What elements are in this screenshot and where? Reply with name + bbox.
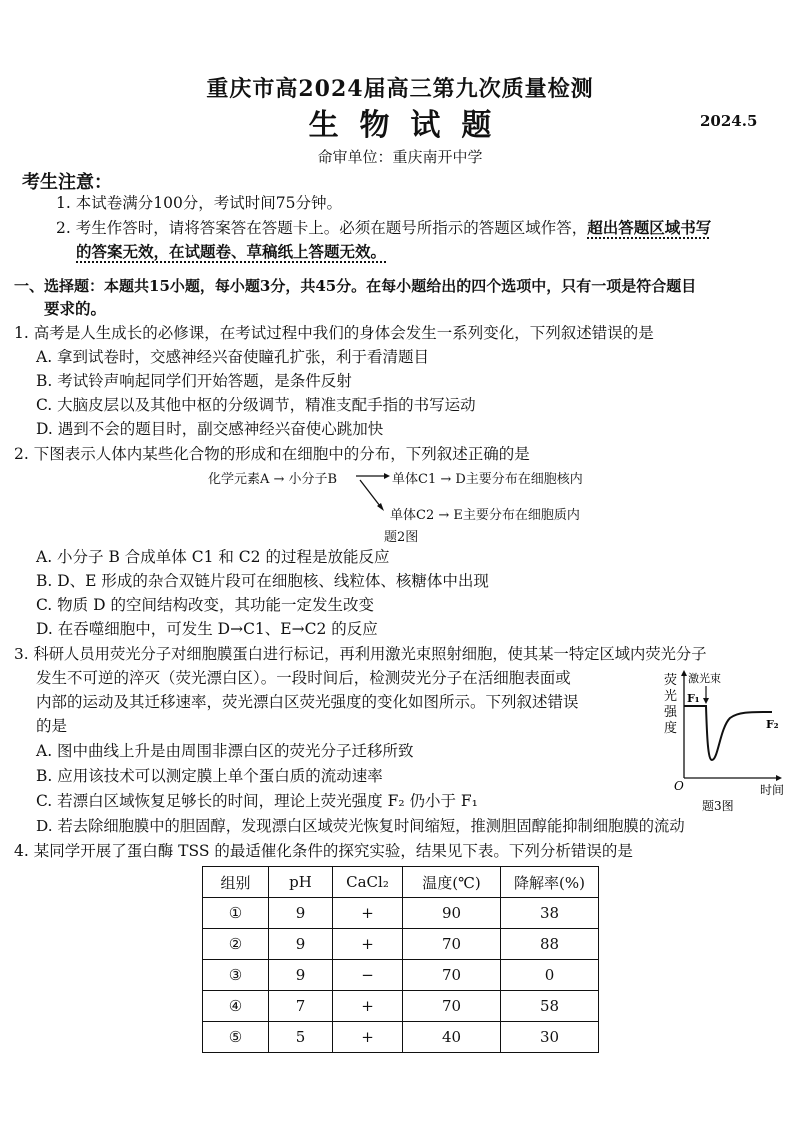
q2-fig-top: 单体C1 → D主要分布在细胞核内 (392, 472, 583, 487)
q2-option-b: B. D、E 形成的杂合双链片段可在细胞核、线粒体、核糖体中出现 (36, 572, 489, 590)
q2-fig-left: 化学元素A → 小分子B (208, 472, 338, 487)
q2-option-a: A. 小分子 B 合成单体 C1 和 C2 的过程是放能反应 (36, 548, 390, 566)
table-cell: ② (203, 929, 269, 960)
q4-stem: 4. 某同学开展了蛋白酶 TSS 的最适催化条件的探究实验，结果见下表。下列分析错误的是 (14, 842, 633, 860)
q3-option-d: D. 若去除细胞膜中的胆固醇，发现漂白区域荧光恢复时间缩短，推测胆固醇能抑制细胞膜的流动 (36, 817, 685, 835)
q3-fig-origin: O (674, 779, 684, 793)
table-cell: 70 (403, 929, 501, 960)
table-cell: 58 (501, 991, 599, 1022)
table-cell: 40 (403, 1022, 501, 1053)
q3-fig-ylabel (664, 672, 678, 736)
table-cell: + (333, 929, 403, 960)
q2-fig-bottom: 单体C2 → E主要分布在细胞质内 (390, 508, 580, 523)
q4-table (202, 866, 599, 1053)
table-cell: 90 (403, 898, 501, 929)
table-cell: ① (203, 898, 269, 929)
table-row (203, 1022, 599, 1053)
table-cell: + (333, 991, 403, 1022)
table-cell: ④ (203, 991, 269, 1022)
q3-option-c: C. 若漂白区域恢复足够长的时间，理论上荧光强度 F₂ 仍小于 F₁ (36, 792, 478, 810)
q3-fig-caption: 题3图 (702, 799, 734, 813)
q3-option-a: A. 图中曲线上升是由周围非漂白区的荧光分子迁移所致 (36, 742, 414, 760)
notice-item-1: 1. 本试卷满分100分，考试时间75分钟。 (56, 194, 343, 212)
table-cell: 30 (501, 1022, 599, 1053)
table-header-cell: 降解率(%) (501, 867, 599, 898)
q1-stem: 1. 高考是人生成长的必修课，在考试过程中我们的身体会发生一系列变化，下列叙述错误的是 (14, 324, 654, 342)
q3-fig-laser-label: 激光束 (688, 672, 721, 685)
setting-unit: 命审单位：重庆南开中学 (317, 148, 483, 166)
table-cell: 5 (269, 1022, 333, 1053)
q3-fig-y-arrowhead (681, 670, 687, 676)
q2-stem: 2. 下图表示人体内某些化合物的形成和在细胞中的分布，下列叙述正确的是 (14, 445, 530, 463)
q3-stem-2: 发生不可逆的淬灭（荧光漂白区）。一段时间后，检测荧光分子在活细胞表面或 (36, 669, 571, 687)
table-header-cell: CaCl₂ (333, 867, 403, 898)
table-row (203, 991, 599, 1022)
notice-item-2-cont: 的答案无效，在试题卷、草稿纸上答题无效。 (76, 242, 387, 261)
q1-option-d: D. 遇到不会的题目时，副交感神经兴奋使心跳加快 (36, 420, 384, 438)
q3-fig-ylabel-char: 荧 (664, 673, 678, 688)
q3-stem-3: 内部的运动及其迁移速率，荧光漂白区荧光强度的变化如图所示。下列叙述错误 (36, 693, 579, 711)
table-row (203, 960, 599, 991)
q3-fig-ylabel-char: 光 (664, 689, 678, 704)
table-cell: 9 (269, 960, 333, 991)
q3-fig-laser-arrowhead (703, 698, 709, 704)
q1-option-a: A. 拿到试卷时，交感神经兴奋使瞳孔扩张，利于看清题目 (36, 348, 430, 366)
table-cell: 9 (269, 929, 333, 960)
section-1-heading: 一、选择题：本题共15小题，每小题3分，共45分。在每小题给出的四个选项中，只有一项是符合题目 (14, 277, 697, 295)
q3-fig-xlabel: 时间 (760, 783, 785, 797)
table-cell: 7 (269, 991, 333, 1022)
q3-stem-4: 的是 (36, 717, 68, 735)
table-header-row (203, 867, 599, 898)
notice-heading: 考生注意： (22, 172, 112, 193)
exam-date: 2024.5 (700, 112, 758, 130)
table-cell: 0 (501, 960, 599, 991)
table-row (203, 929, 599, 960)
table-cell: 70 (403, 991, 501, 1022)
q3-figure (660, 668, 795, 816)
table-cell: 38 (501, 898, 599, 929)
q2-option-c: C. 物质 D 的空间结构改变，其功能一定发生改变 (36, 596, 374, 614)
q2-figure (0, 466, 800, 546)
table-cell: ③ (203, 960, 269, 991)
table-cell: ⑤ (203, 1022, 269, 1053)
section-1-heading-cont: 要求的。 (44, 299, 107, 318)
q3-stem-1: 3. 科研人员用荧光分子对细胞膜蛋白进行标记，再利用激光束照射细胞，使其某一特定区域内荧光分子 (14, 645, 707, 663)
table-cell: 9 (269, 898, 333, 929)
subject-title: 生 物 试 题 (308, 108, 492, 143)
exam-title: 重庆市高2024届高三第九次质量检测 (206, 76, 594, 102)
q3-fig-f1: F₁ (687, 692, 700, 705)
q2-option-d: D. 在吞噬细胞中，可发生 D→C1、E→C2 的反应 (36, 620, 378, 638)
table-row (203, 898, 599, 929)
q3-fig-ylabel-char: 强 (664, 705, 678, 720)
q3-option-b: B. 应用该技术可以测定膜上单个蛋白质的流动速率 (36, 767, 383, 785)
q3-fig-x-arrowhead (776, 775, 782, 781)
table-cell: + (333, 898, 403, 929)
table-cell: − (333, 960, 403, 991)
notice-item-2-emphasis: 超出答题区域书写 (587, 218, 712, 237)
q3-fig-f2: F₂ (766, 718, 779, 731)
table-header-cell: 组别 (203, 867, 269, 898)
table-header-cell: 温度(℃) (403, 867, 501, 898)
table-cell: 70 (403, 960, 501, 991)
q3-fig-ylabel-char: 度 (664, 721, 678, 736)
table-cell: 88 (501, 929, 599, 960)
table-cell: + (333, 1022, 403, 1053)
table-header-cell: pH (269, 867, 333, 898)
q3-fig-curve (684, 706, 772, 760)
notice-item-2 (56, 217, 711, 239)
q2-fig-caption: 题2图 (384, 530, 419, 545)
q1-option-c: C. 大脑皮层以及其他中枢的分级调节，精准支配手指的书写运动 (36, 396, 476, 414)
notice-item-2-text: 2. 考生作答时，请将答案答在答题卡上。必须在题号所指示的答题区域作答， (56, 219, 588, 237)
q1-option-b: B. 考试铃声响起同学们开始答题，是条件反射 (36, 372, 352, 390)
